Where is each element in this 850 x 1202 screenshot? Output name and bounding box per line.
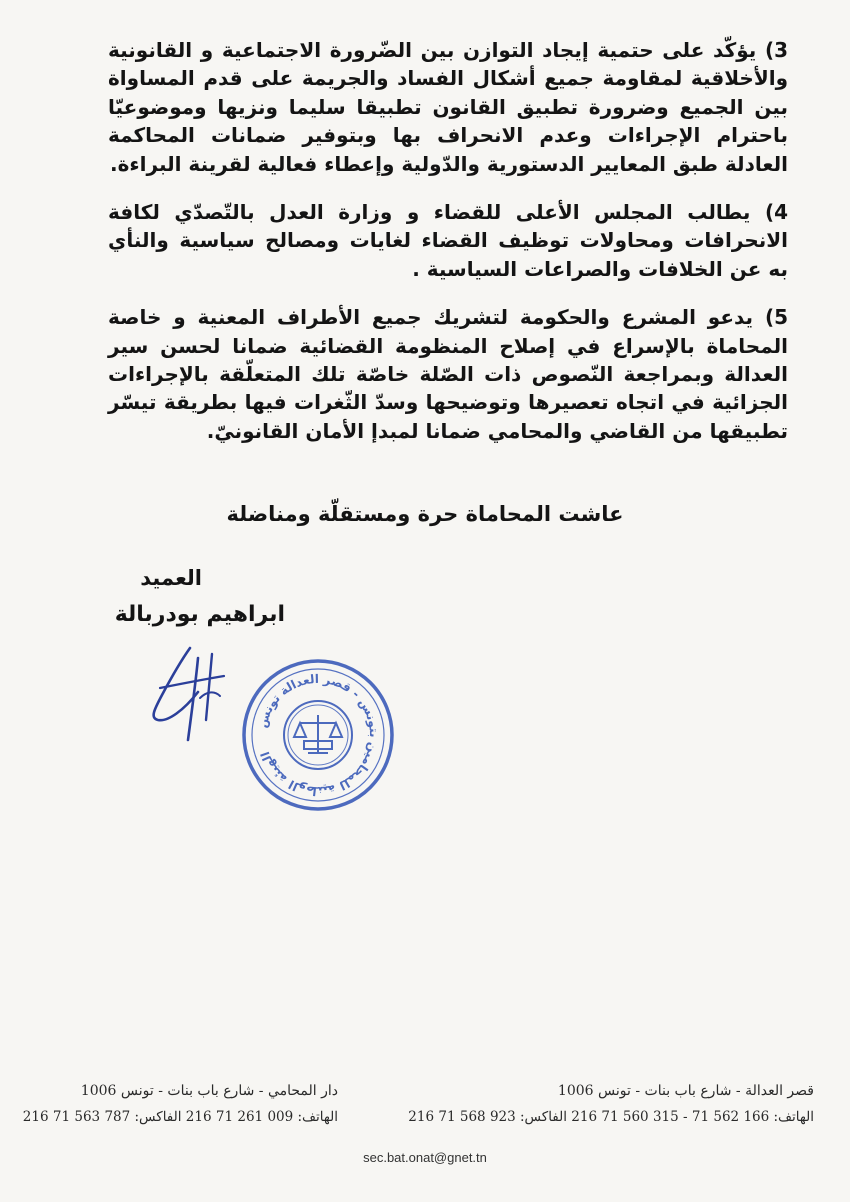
paragraph-4 — [108, 198, 788, 283]
stamp-text: الهيئة الوطنية للمحامين بتونس - قصر العدالة تونس — [255, 671, 382, 799]
handwritten-signature — [140, 640, 235, 750]
paragraph-text: يطالب المجلس الأعلى للقضاء و وزارة العدل بالتّصدّي لكافة الانحرافات ومحاولات توظيف القضاء لغايات ومصالح سياسية والنأي به عن الخلافات والصراعات السياسية . — [108, 200, 788, 281]
footer-phone: الهاتف: 009 261 71 216 الفاكس: 787 563 71 216 — [22, 1109, 338, 1125]
scales-of-justice-icon — [294, 715, 342, 753]
paragraph-text: يؤكّد على حتمية إيجاد التوازن بين الضّرورة الاجتماعية و القانونية والأخلاقية لمقاومة جميع أشكال الفساد والجريمة على قدم المساواة بين الجميع وضرورة تطبيق القانون تطبيقا سليما ونزيها وموضوعيّا باحترام الإجراءات وعدم الانحراف بها وبتوفير ضمانات المحاكمة العادلة طبق المعايير الدستورية والدّولية وإعطاء فعالية لقرينة البراءة. — [108, 38, 788, 176]
paragraph-number: 4) — [764, 200, 788, 225]
footer-contact-lawyers-house — [8, 1078, 338, 1130]
paragraph-3 — [108, 36, 788, 178]
paragraph-number: 5) — [764, 305, 788, 330]
signer-name: ابراهيم بودربالة — [114, 602, 285, 627]
closing-slogan: عاشت المحاماة حرة ومستقلّة ومناضلة — [226, 502, 624, 526]
signer-title: العميد — [140, 566, 202, 590]
footer-address: دار المحامي - شارع باب بنات - تونس 1006 — [80, 1083, 338, 1099]
footer-phone: الهاتف: 166 562 71 - 315 560 71 216 الفاكس: 923 568 71 216 — [408, 1109, 814, 1125]
footer-contact-palace — [408, 1078, 814, 1130]
statement-body — [108, 36, 788, 465]
footer-email[interactable]: sec.bat.onat@gnet.tn — [363, 1150, 487, 1165]
paragraph-5 — [108, 303, 788, 445]
paragraph-number: 3) — [764, 38, 788, 62]
footer-address: قصر العدالة - شارع باب بنات - تونس 1006 — [557, 1083, 814, 1099]
organization-stamp — [238, 655, 398, 815]
paragraph-text: يدعو المشرع والحكومة لتشريك جميع الأطراف المعنية و خاصة المحاماة بالإسراع في إصلاح المنظومة القضائية ضمانا لحسن سير العدالة وبمراجعة النّصوص ذات الصّلة خاصّة تلك المتعلّقة بالإجراءات الجزائية في اتجاه تعصيرها وتوضيحها وسدّ الثّغرات فيها بطريقة تيسّر تطبيقها من القاضي والمحامي ضمانا لمبدإ الأمان القانونيّ. — [108, 305, 788, 443]
